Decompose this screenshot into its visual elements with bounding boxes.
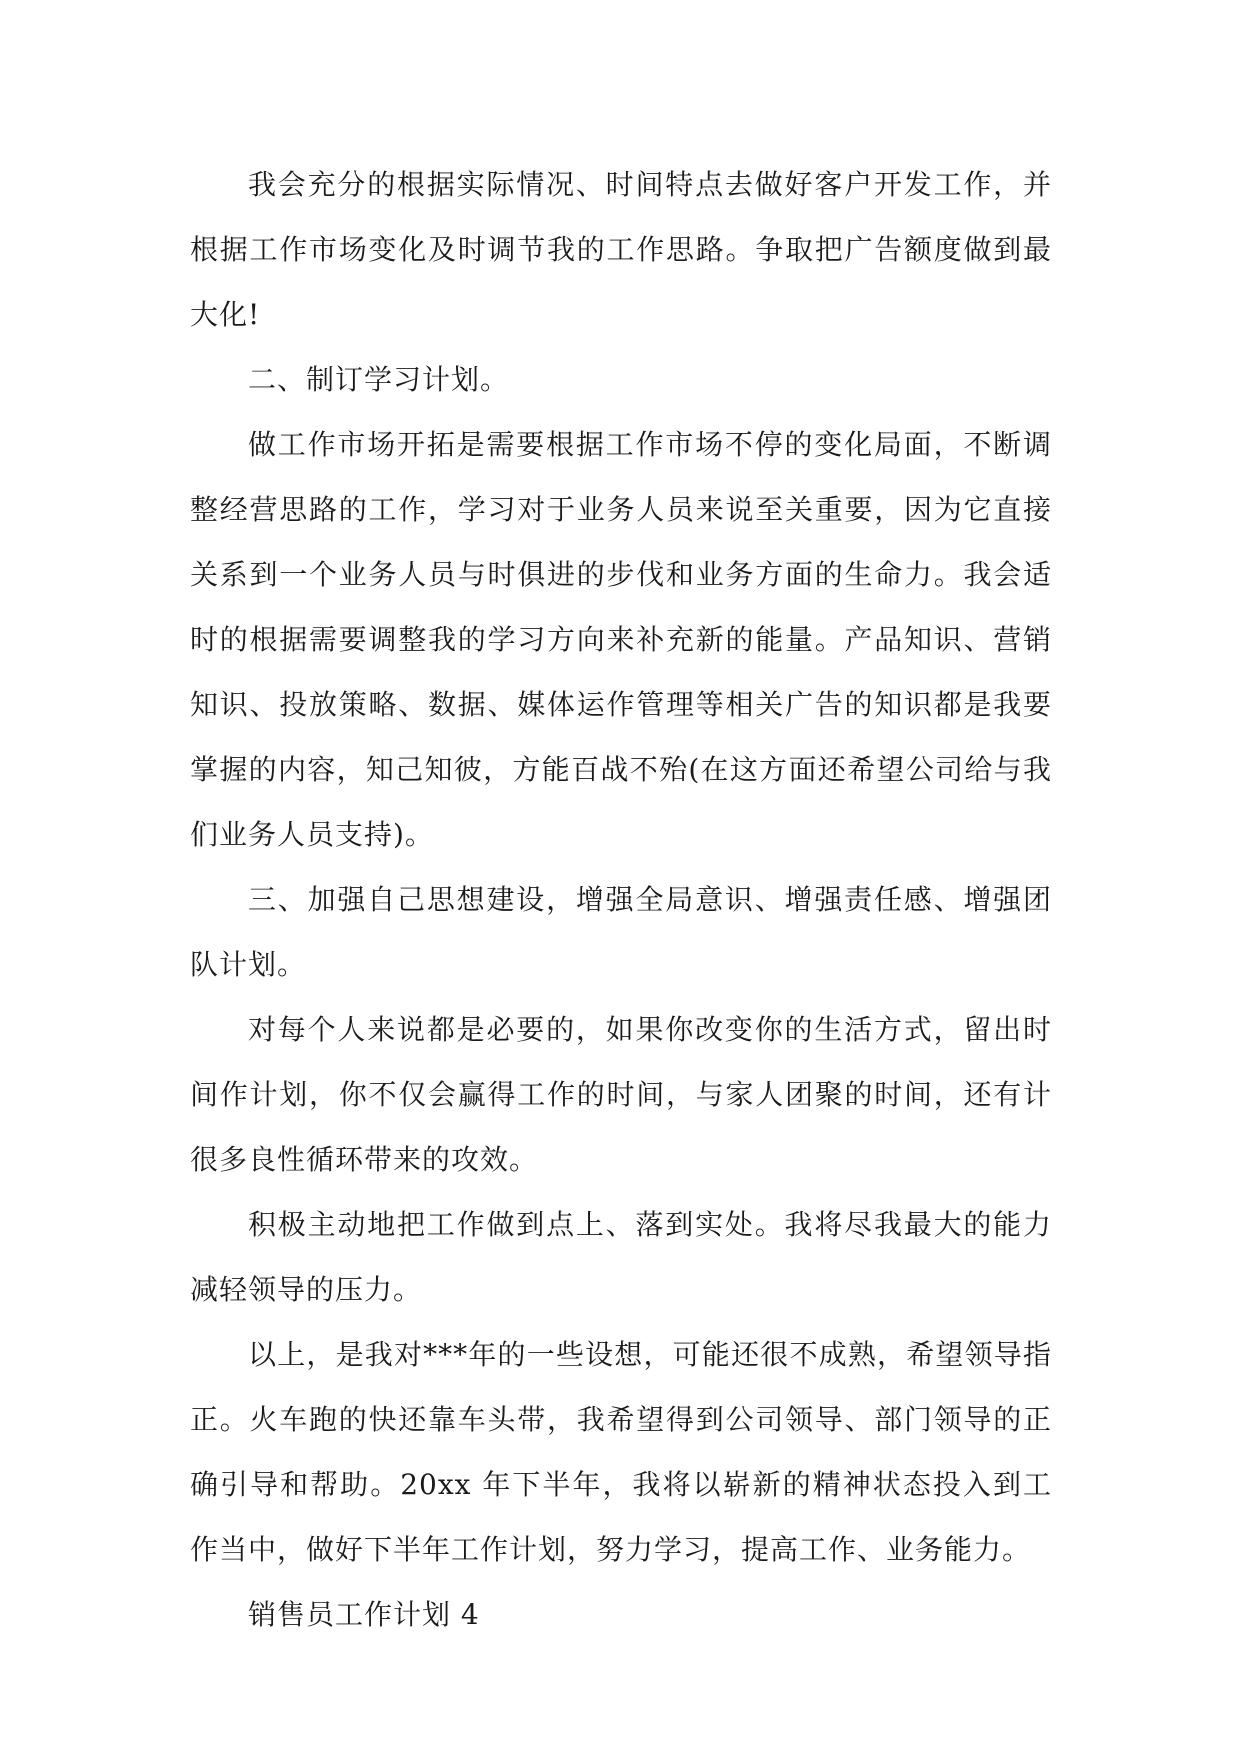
paragraph-time-planning: 对每个人来说都是必要的，如果你改变你的生活方式，留出时间作计划，你不仅会赢得工作的时间，与家人团聚的时间，还有计很多良性循环带来的攻效。 xyxy=(190,1013,1052,1176)
section-title-plan-4: 销售员工作计划 4 xyxy=(248,1598,480,1631)
heading-study-plan: 二、制订学习计划。 xyxy=(248,363,510,396)
document-body xyxy=(190,152,1052,1647)
paragraph-market-learning: 做工作市场开拓是需要根据工作市场不停的变化局面，不断调整经营思路的工作，学习对于业务人员来说至关重要，因为它直接关系到一个业务人员与时俱进的步伐和业务方面的生命力。我会适时的根据需要调整我的学习方向来补充新的能量。产品知识、营销知识、投放策略、数据、媒体运作管理等相关广告的知识都是我要掌握的内容，知己知彼，方能百战不殆(在这方面还希望公司给与我们业务人员支持)。 xyxy=(190,428,1052,851)
paragraph-client-development: 我会充分的根据实际情况、时间特点去做好客户开发工作，并根据工作市场变化及时调节我的工作思路。争取把广告额度做到最大化! xyxy=(190,168,1052,331)
paragraph-conclusion: 以上，是我对***年的一些设想，可能还很不成熟，希望领导指正。火车跑的快还靠车头带，我希望得到公司领导、部门领导的正确引导和帮助。20xx 年下半年，我将以崭新的精神状态投入到工作当中，做好下半年工作计划，努力学习，提高工作、业务能力。 xyxy=(190,1338,1052,1566)
heading-self-improvement: 三、加强自己思想建设，增强全局意识、增强责任感、增强团队计划。 xyxy=(190,883,1052,981)
paragraph-proactive-work: 积极主动地把工作做到点上、落到实处。我将尽我最大的能力减轻领导的压力。 xyxy=(190,1208,1052,1306)
